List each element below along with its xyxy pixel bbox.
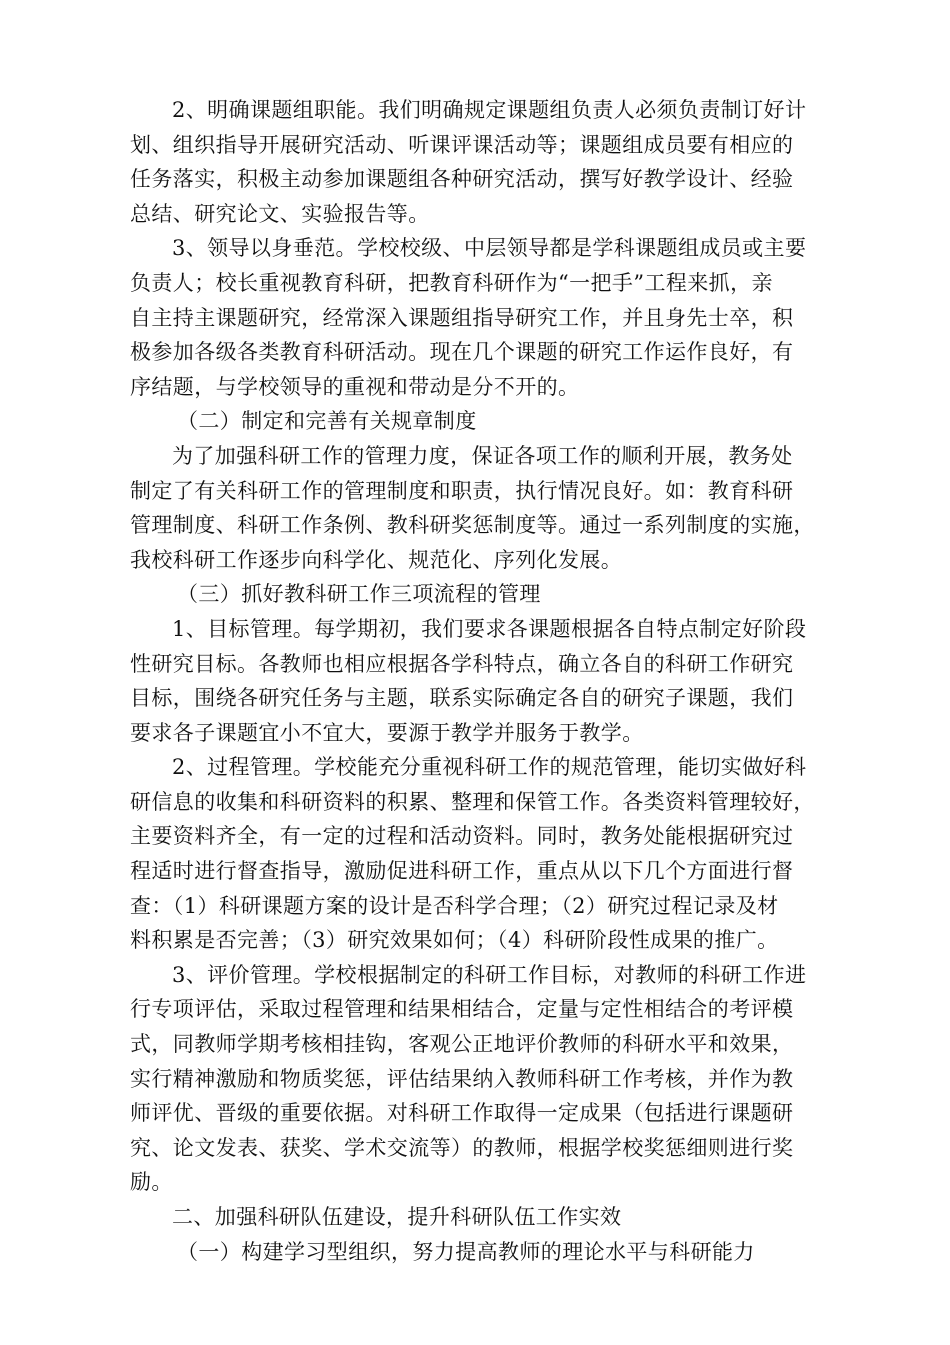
text-line: 励。 — [130, 1170, 173, 1195]
body-paragraph — [130, 750, 830, 958]
text-line: 3、领导以身垂范。学校校级、中层领导都是学科课题组成员或主要 — [172, 236, 807, 261]
section-heading — [130, 577, 830, 612]
text-line: 要求各子课题宜小不宜大，要源于教学并服务于教学。 — [130, 720, 644, 745]
body-paragraph — [130, 93, 830, 231]
text-line: 2、明确课题组职能。我们明确规定课题组负责人必须负责制订好计 — [172, 98, 807, 122]
text-line: 总结、研究论文、实验报告等。 — [130, 201, 430, 226]
text-line: 任务落实，积极主动参加课题组各种研究活动，撰写好教学设计、经验 — [130, 167, 794, 192]
text-line: 查：（1）科研课题方案的设计是否科学合理；（2）研究过程记录及材 — [130, 893, 779, 918]
section-heading — [130, 1235, 830, 1270]
text-line: （三）抓好教科研工作三项流程的管理 — [177, 582, 541, 607]
text-line: 目标，围绕各研究任务与主题，联系实际确定各自的研究子课题，我们 — [130, 686, 794, 711]
body-paragraph — [130, 612, 830, 750]
text-line: 划、组织指导开展研究活动、听课评课活动等；课题组成员要有相应的 — [130, 132, 794, 157]
text-line: 极参加各级各类教育科研活动。现在几个课题的研究工作运作良好，有 — [130, 340, 794, 365]
text-line: 究、论文发表、获奖、学术交流等）的教师，根据学校奖惩细则进行奖 — [130, 1135, 794, 1160]
body-paragraph — [130, 439, 830, 577]
text-line: 实行精神激励和物质奖惩，评估结果纳入教师科研工作考核，并作为教 — [130, 1066, 794, 1091]
text-line: 自主持主课题研究，经常深入课题组指导研究工作，并且身先士卒，积 — [130, 305, 794, 330]
text-line: 主要资料齐全，有一定的过程和活动资料。同时，教务处能根据研究过 — [130, 824, 794, 849]
text-line: 序结题，与学校领导的重视和带动是分不开的。 — [130, 374, 580, 399]
text-line: 研信息的收集和科研资料的积累、整理和保管工作。各类资料管理较好， — [130, 789, 815, 814]
text-line: （二）制定和完善有关规章制度 — [177, 409, 477, 434]
body-paragraph — [130, 958, 830, 1200]
text-line: 负责人；校长重视教育科研，把教育科研作为“一把手”工程来抓，亲 — [130, 270, 773, 295]
text-line: 师评优、晋级的重要依据。对科研工作取得一定成果（包括进行课题研 — [130, 1101, 794, 1126]
text-line: 制定了有关科研工作的管理制度和职责，执行情况良好。如：教育科研 — [130, 478, 794, 503]
text-line: 式，同教师学期考核相挂钩，客观公正地评价教师的科研水平和效果， — [130, 1032, 794, 1057]
section-heading — [130, 404, 830, 439]
text-line: （一）构建学习型组织，努力提高教师的理论水平与科研能力 — [177, 1239, 755, 1264]
text-line: 性研究目标。各教师也相应根据各学科特点，确立各自的科研工作研究 — [130, 651, 794, 676]
text-line: 二、加强科研队伍建设，提升科研队伍工作实效 — [172, 1205, 622, 1229]
text-line: 2、过程管理。学校能充分重视科研工作的规范管理，能切实做好科 — [172, 755, 807, 780]
text-line: 1、目标管理。每学期初，我们要求各课题根据各自特点制定好阶段 — [172, 616, 807, 641]
text-line: 为了加强科研工作的管理力度，保证各项工作的顺利开展，教务处 — [172, 443, 793, 468]
text-line: 程适时进行督查指导，激励促进科研工作，重点从以下几个方面进行督 — [130, 859, 794, 884]
text-line: 行专项评估，采取过程管理和结果相结合，定量与定性相结合的考评模 — [130, 997, 794, 1022]
text-line: 我校科研工作逐步向科学化、规范化、序列化发展。 — [130, 547, 623, 572]
text-line: 料积累是否完善；（3）研究效果如何；（4）科研阶段性成果的推广。 — [130, 928, 779, 953]
body-paragraph — [130, 231, 830, 404]
text-line: 3、评价管理。学校根据制定的科研工作目标，对教师的科研工作进 — [172, 962, 807, 987]
document-page — [130, 93, 830, 1269]
body-paragraph — [130, 1200, 830, 1235]
text-line: 管理制度、科研工作条例、教科研奖惩制度等。通过一系列制度的实施， — [130, 513, 815, 538]
